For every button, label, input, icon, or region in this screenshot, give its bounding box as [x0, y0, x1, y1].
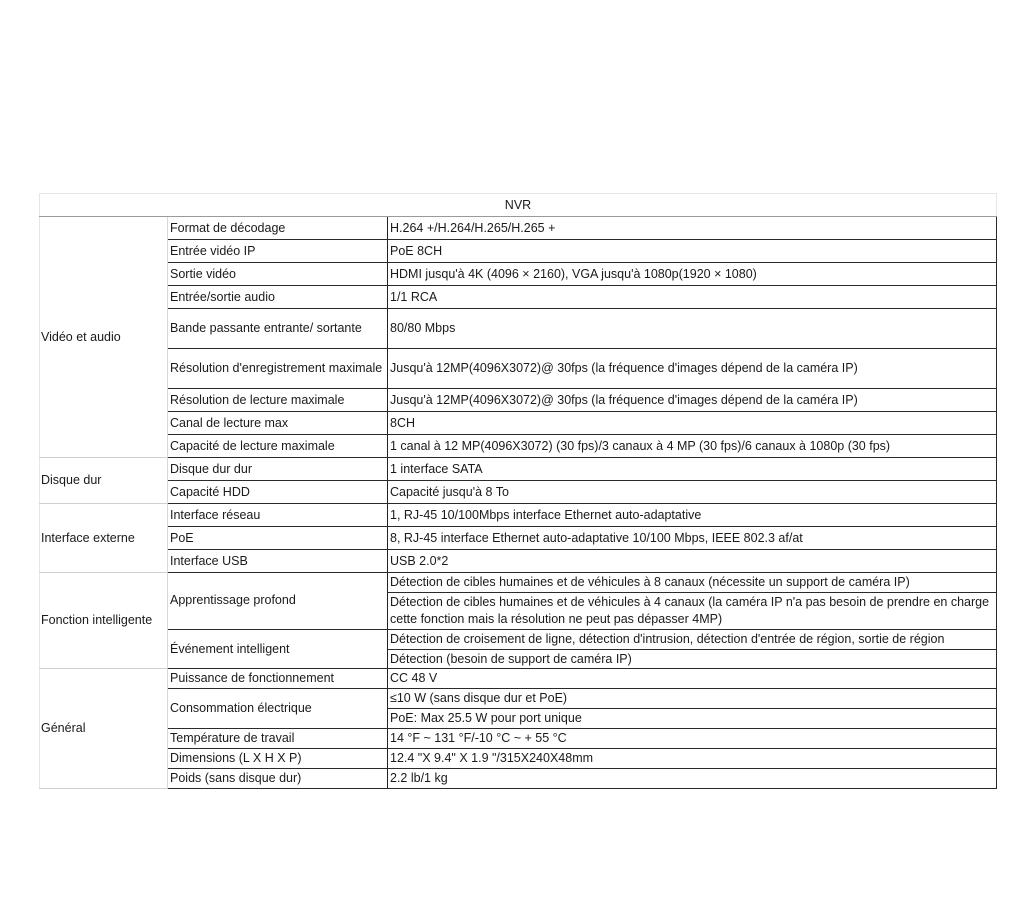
spec-label: Sortie vidéo	[168, 263, 388, 286]
spec-label: Format de décodage	[168, 217, 388, 240]
spec-value: 1, RJ-45 10/100Mbps interface Ethernet auto-adaptative	[388, 504, 997, 527]
spec-value: USB 2.0*2	[388, 550, 997, 573]
spec-label: Capacité de lecture maximale	[168, 435, 388, 458]
spec-value: 2.2 lb/1 kg	[388, 768, 997, 788]
spec-label: PoE	[168, 527, 388, 550]
spec-value: ≤10 W (sans disque dur et PoE)	[388, 689, 997, 709]
spec-value: 1 interface SATA	[388, 458, 997, 481]
spec-label: Disque dur dur	[168, 458, 388, 481]
table-row	[40, 669, 997, 689]
spec-value: Détection de cibles humaines et de véhicules à 4 canaux (la caméra IP n'a pas besoin de prendre en charge cette fonction mais la résolution ne peut pas dépasser 4MP)	[388, 592, 997, 629]
table-title: NVR	[40, 194, 997, 217]
spec-label: Entrée vidéo IP	[168, 240, 388, 263]
group-label: Fonction intelligente	[40, 573, 168, 669]
table-row	[40, 412, 997, 435]
table-row	[40, 629, 997, 649]
spec-value: 8, RJ-45 interface Ethernet auto-adaptative 10/100 Mbps, IEEE 802.3 af/at	[388, 527, 997, 550]
spec-value: PoE 8CH	[388, 240, 997, 263]
spec-value: 12.4 "X 9.4" X 1.9 "/315X240X48mm	[388, 748, 997, 768]
table-row	[40, 550, 997, 573]
table-row	[40, 729, 997, 749]
spec-label: Canal de lecture max	[168, 412, 388, 435]
table-row	[40, 217, 997, 240]
spec-value: 80/80 Mbps	[388, 309, 997, 349]
spec-value: HDMI jusqu'à 4K (4096 × 2160), VGA jusqu'à 1080p(1920 × 1080)	[388, 263, 997, 286]
group-label: Disque dur	[40, 458, 168, 504]
spec-label: Consommation électrique	[168, 689, 388, 729]
table-row	[40, 481, 997, 504]
spec-label: Résolution d'enregistrement maximale	[168, 349, 388, 389]
table-row	[40, 286, 997, 309]
table-row	[40, 263, 997, 286]
spec-label: Apprentissage profond	[168, 573, 388, 630]
spec-label: Dimensions (L X H X P)	[168, 748, 388, 768]
table-row	[40, 689, 997, 709]
spec-value: Jusqu'à 12MP(4096X3072)@ 30fps (la fréquence d'images dépend de la caméra IP)	[388, 389, 997, 412]
spec-label: Interface USB	[168, 550, 388, 573]
spec-label: Événement intelligent	[168, 629, 388, 669]
table-row	[40, 504, 997, 527]
spec-value: 8CH	[388, 412, 997, 435]
spec-value: Jusqu'à 12MP(4096X3072)@ 30fps (la fréquence d'images dépend de la caméra IP)	[388, 349, 997, 389]
spec-value: 14 °F ~ 131 °F/-10 °C ~ + 55 °C	[388, 729, 997, 749]
spec-value: H.264 +/H.264/H.265/H.265 +	[388, 217, 997, 240]
table-row	[40, 389, 997, 412]
spec-table	[39, 193, 997, 789]
spec-label: Entrée/sortie audio	[168, 286, 388, 309]
spec-label: Poids (sans disque dur)	[168, 768, 388, 788]
spec-value: Détection de croisement de ligne, détection d'intrusion, détection d'entrée de région, sortie de région	[388, 629, 997, 649]
table-row	[40, 527, 997, 550]
table-row	[40, 748, 997, 768]
table-row	[40, 240, 997, 263]
table-row	[40, 458, 997, 481]
group-label: Général	[40, 669, 168, 788]
table-row	[40, 309, 997, 349]
spec-value: CC 48 V	[388, 669, 997, 689]
table-row	[40, 768, 997, 788]
spec-label: Capacité HDD	[168, 481, 388, 504]
group-label: Interface externe	[40, 504, 168, 573]
spec-value: Capacité jusqu'à 8 To	[388, 481, 997, 504]
spec-value: Détection de cibles humaines et de véhicules à 8 canaux (nécessite un support de caméra IP)	[388, 573, 997, 593]
spec-label: Résolution de lecture maximale	[168, 389, 388, 412]
spec-value: Détection (besoin de support de caméra IP)	[388, 649, 997, 669]
spec-value: PoE: Max 25.5 W pour port unique	[388, 709, 997, 729]
spec-value: 1/1 RCA	[388, 286, 997, 309]
title-row	[40, 194, 997, 217]
table-row	[40, 349, 997, 389]
table-row	[40, 573, 997, 593]
table-row	[40, 435, 997, 458]
spec-label: Bande passante entrante/ sortante	[168, 309, 388, 349]
spec-value: 1 canal à 12 MP(4096X3072) (30 fps)/3 canaux à 4 MP (30 fps)/6 canaux à 1080p (30 fps)	[388, 435, 997, 458]
spec-label: Puissance de fonctionnement	[168, 669, 388, 689]
spec-label: Température de travail	[168, 729, 388, 749]
spec-label: Interface réseau	[168, 504, 388, 527]
group-label: Vidéo et audio	[40, 217, 168, 458]
